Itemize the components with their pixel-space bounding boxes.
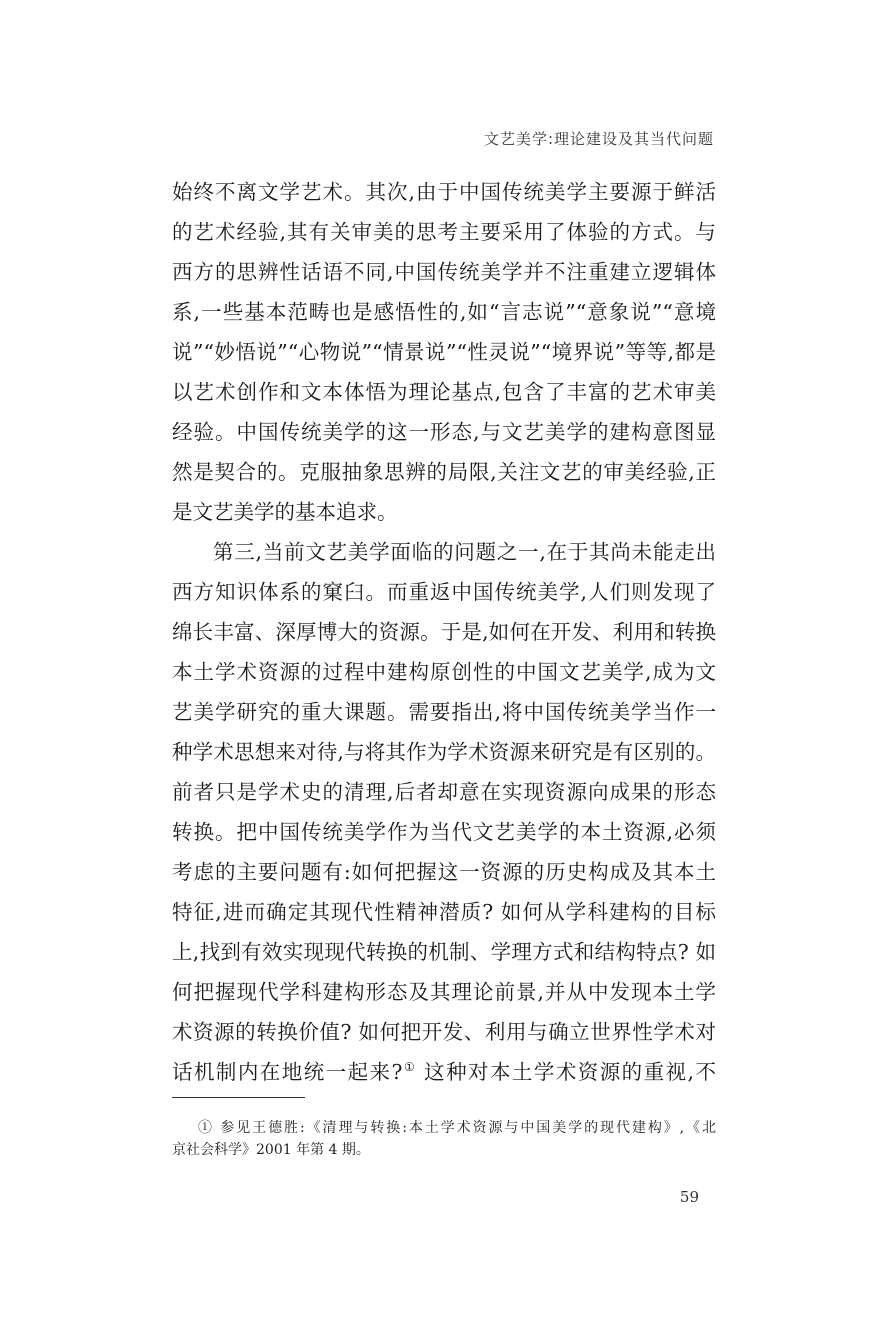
footnote (172, 1117, 716, 1161)
body-text (172, 172, 716, 1092)
footnote-line: 京社会科学》2001 年第 4 期。 (172, 1142, 370, 1158)
text-line: 系,一些基本范畴也是感悟性的,如“言志说”“意象说”“意境 (172, 300, 716, 324)
text-segment: 这种对本土学术资源的重视,不 (416, 1060, 716, 1084)
text-line: 种学术思想来对待,与将其作为学术资源来研究是有区别的。 (172, 740, 716, 764)
text-line: 特征,进而确定其现代性精神潜质? 如何从学科建构的目标 (172, 900, 716, 924)
text-line: 以艺术创作和文本体悟为理论基点,包含了丰富的艺术审美 (172, 380, 716, 404)
text-line: 前者只是学术史的清理,后者却意在实现资源向成果的形态 (172, 780, 716, 804)
text-line: 然是契合的。克服抽象思辨的局限,关注文艺的审美经验,正 (172, 460, 716, 484)
text-line: 本土学术资源的过程中建构原创性的中国文艺美学,成为文 (172, 660, 716, 684)
text-line: 始终不离文学艺术。其次,由于中国传统美学主要源于鲜活 (172, 180, 716, 204)
text-segment: 话机制内在地统一起来? (172, 1060, 403, 1084)
text-line: 的艺术经验,其有关审美的思考主要采用了体验的方式。与 (172, 220, 716, 244)
page-number: 59 (679, 1188, 699, 1206)
text-line: 绵长丰富、深厚博大的资源。于是,如何在开发、利用和转换 (172, 620, 716, 644)
text-line: 艺美学研究的重大课题。需要指出,将中国传统美学当作一 (172, 700, 716, 724)
footnote-line: ① 参见王德胜:《清理与转换:本土学术资源与中国美学的现代建构》,《北 (198, 1120, 716, 1136)
running-header: 文艺美学:理论建设及其当代问题 (483, 130, 714, 148)
footnote-divider (172, 1097, 305, 1098)
text-line: 何把握现代学科建构形态及其理论前景,并从中发现本土学 (172, 980, 716, 1004)
footnote-reference[interactable]: ① (402, 1060, 417, 1075)
text-line: 西方知识体系的窠臼。而重返中国传统美学,人们则发现了 (172, 580, 716, 604)
text-line: 考虑的主要问题有:如何把握这一资源的历史构成及其本土 (172, 860, 716, 884)
text-line: 转换。把中国传统美学作为当代文艺美学的本土资源,必须 (172, 820, 716, 844)
text-line: 术资源的转换价值? 如何把开发、利用与确立世界性学术对 (172, 1020, 716, 1044)
text-line: 西方的思辨性话语不同,中国传统美学并不注重建立逻辑体 (172, 260, 716, 284)
text-line-with-footnote-ref (172, 1052, 716, 1092)
text-line: 上,找到有效实现现代转换的机制、学理方式和结构特点? 如 (172, 940, 716, 964)
text-line: 经验。中国传统美学的这一形态,与文艺美学的建构意图显 (172, 420, 716, 444)
paragraph-start-line: 第三,当前文艺美学面临的问题之一,在于其尚未能走出 (213, 540, 716, 564)
text-line: 说”“妙悟说”“心物说”“情景说”“性灵说”“境界说”等等,都是 (172, 340, 716, 364)
text-line: 是文艺美学的基本追求。 (172, 500, 398, 524)
